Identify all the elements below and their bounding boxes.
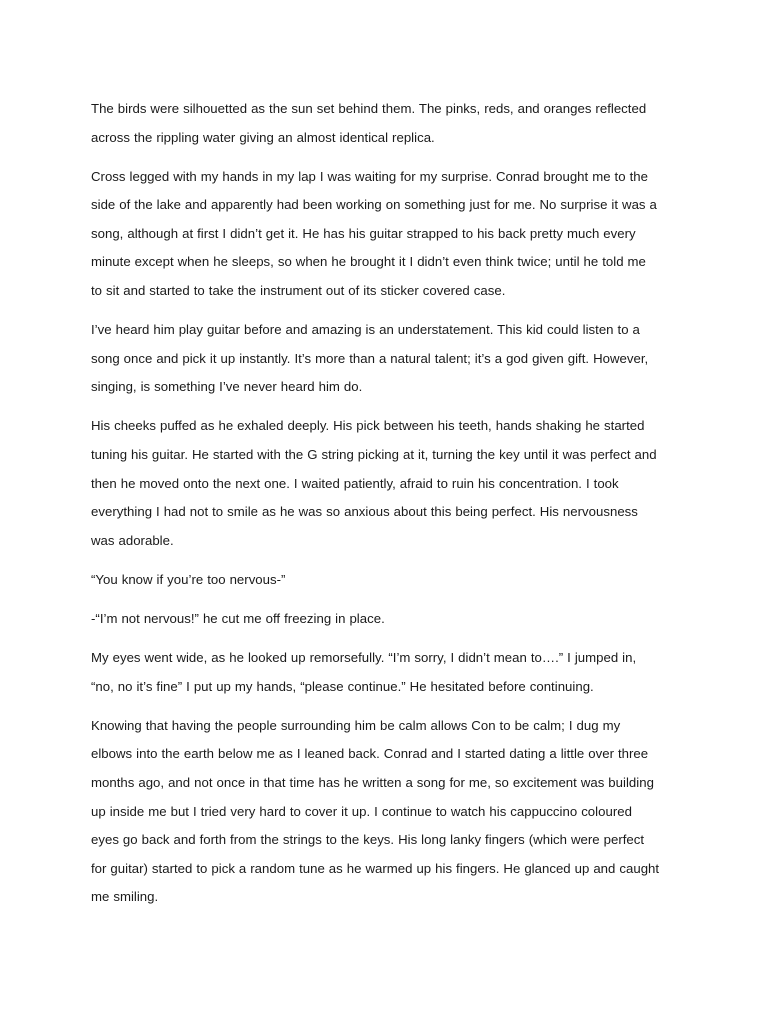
- text-line: to sit and started to take the instrument out of its sticker covered case.: [91, 283, 506, 299]
- text-line: tuning his guitar. He started with the G string picking at it, turning the key until it was perfect and: [91, 447, 657, 463]
- text-line: months ago, and not once in that time has he written a song for me, so excitement was building: [91, 774, 654, 790]
- text-line: then he moved onto the next one. I waited patiently, afraid to ruin his concentration. I took: [91, 475, 619, 491]
- text-line: side of the lake and apparently had been working on something just for me. No surprise it was a: [91, 197, 657, 213]
- paragraph-6: [91, 605, 691, 634]
- text-line: elbows into the earth below me as I leaned back. Conrad and I started dating a little over three: [91, 746, 649, 762]
- paragraph-1: [91, 95, 691, 152]
- text-line: My eyes went wide, as he looked up remorsefully. “I’m sorry, I didn’t mean to….” I jumped in,: [91, 650, 637, 666]
- paragraph-2: [91, 163, 691, 306]
- paragraph-5: [91, 566, 691, 595]
- text-line: was adorable.: [91, 532, 174, 548]
- text-line: I’ve heard him play guitar before and amazing is an understatement. This kid could listen to a: [91, 322, 640, 338]
- text-line: up inside me but I tried very hard to cover it up. I continue to watch his cappuccino coloured: [91, 803, 632, 819]
- text-line: eyes go back and forth from the strings to the keys. His long lanky fingers (which were perfect: [91, 832, 645, 848]
- text-line: “no, no it’s fine” I put up my hands, “please continue.” He hesitated before continuing.: [91, 678, 594, 694]
- text-line: me smiling.: [91, 889, 159, 905]
- text-line: Cross legged with my hands in my lap I was waiting for my surprise. Conrad brought me to the: [91, 168, 648, 184]
- text-line: for guitar) started to pick a random tune as he warmed up his fingers. He glanced up and caught: [91, 860, 660, 876]
- text-line: minute except when he sleeps, so when he brought it I didn’t even think twice; until he told me: [91, 254, 646, 270]
- text-line: “You know if you’re too nervous-”: [91, 571, 286, 587]
- document-body: [91, 95, 691, 922]
- text-line: everything I had not to smile as he was so anxious about this being perfect. His nervousness: [91, 504, 638, 520]
- paragraph-8: [91, 712, 691, 912]
- paragraph-4: [91, 412, 691, 555]
- text-line: song once and pick it up instantly. It’s more than a natural talent; it’s a god given gift. However,: [91, 350, 649, 366]
- text-line: across the rippling water giving an almost identical replica.: [91, 129, 435, 145]
- text-line: singing, is something I’ve never heard him do.: [91, 379, 363, 395]
- text-line: song, although at first I didn’t get it. He has his guitar strapped to his back pretty much every: [91, 225, 636, 241]
- text-line: The birds were silhouetted as the sun set behind them. The pinks, reds, and oranges reflected: [91, 101, 647, 116]
- text-line: -“I’m not nervous!” he cut me off freezing in place.: [91, 611, 385, 626]
- paragraph-7: [91, 644, 691, 701]
- text-line: His cheeks puffed as he exhaled deeply. His pick between his teeth, hands shaking he started: [91, 418, 645, 434]
- paragraph-3: [91, 316, 691, 402]
- text-line: Knowing that having the people surrounding him be calm allows Con to be calm; I dug my: [91, 717, 621, 733]
